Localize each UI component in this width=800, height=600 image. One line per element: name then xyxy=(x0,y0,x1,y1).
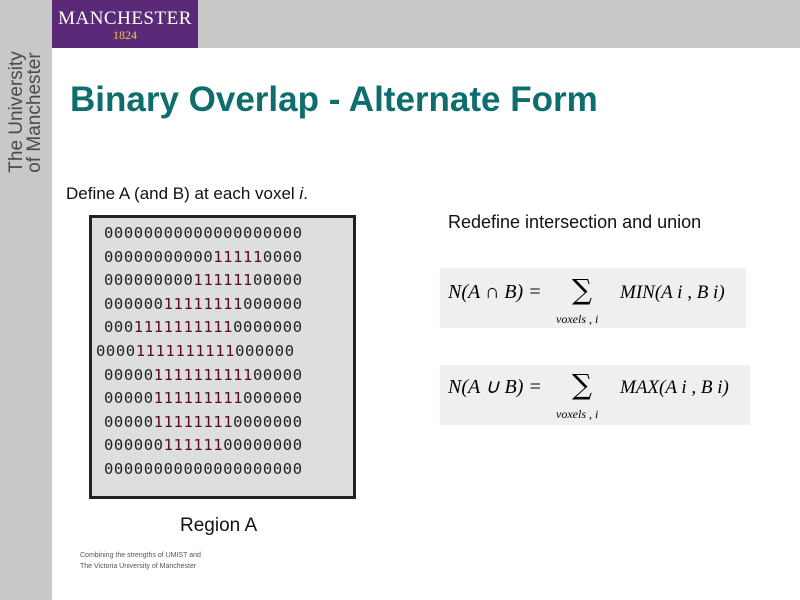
formula-intersection xyxy=(440,268,746,328)
formula-union-sub: voxels , i xyxy=(556,407,599,421)
formula-intersection-sum: ∑ xyxy=(572,273,592,306)
voxel-ones: 11111111 xyxy=(163,294,244,313)
formula-union xyxy=(440,365,750,425)
logo-year: 1824 xyxy=(113,28,137,42)
grid-row: 00000000000000000000 xyxy=(104,460,303,478)
voxel-ones: 11111111 xyxy=(153,412,234,431)
formula-union-lhs: N(A ∪ B) = xyxy=(448,376,542,398)
grid-row: 00000011111100000000 xyxy=(104,436,303,455)
voxel-ones: 111111 xyxy=(193,271,253,290)
manchester-logo xyxy=(52,0,198,48)
grid-row: 00011111111110000000 xyxy=(104,318,303,337)
grid-row: 00000111111111100000 xyxy=(104,365,303,384)
grid-row: 00000000000111110000 xyxy=(104,247,303,266)
side-label-line2: of Manchester xyxy=(24,52,45,173)
formula-intersection-sub: voxels , i xyxy=(556,312,599,326)
voxel-ones: 111111111 xyxy=(153,389,244,408)
define-suffix: . xyxy=(303,184,308,203)
voxel-ones: 11111 xyxy=(213,247,263,266)
grid-row: 00000111111110000000 xyxy=(104,412,303,431)
grid-row: 00000011111111000000 xyxy=(104,294,303,313)
voxel-ones: 1111111111 xyxy=(133,318,234,337)
voxel-grid xyxy=(89,215,356,499)
formula-union-svg xyxy=(440,365,750,425)
footer-line1: Combining the strengths of UMIST and xyxy=(80,552,201,559)
voxel-ones: 1111111111 xyxy=(135,342,236,360)
grid-row: 00000111111111000000 xyxy=(104,389,303,408)
logo-name: MANCHESTER xyxy=(58,8,192,29)
grid-row: 00001111111111000000 xyxy=(96,342,295,360)
grid-row: 00000000000000000000 xyxy=(104,224,303,242)
voxel-ones: 111111 xyxy=(163,436,224,455)
grid-row: 00000000011111100000 xyxy=(104,271,303,290)
formula-intersection-rhs: MIN(A i , B i) xyxy=(620,282,725,303)
define-prefix: Define A (and B) at each voxel xyxy=(66,184,300,203)
university-side-label xyxy=(8,51,44,172)
voxel-ones: 1111111111 xyxy=(153,365,253,384)
formula-union-rhs: MAX(A i , B i) xyxy=(620,377,729,398)
redefine-label: Redefine intersection and union xyxy=(448,212,702,232)
formula-union-sum: ∑ xyxy=(572,368,592,401)
formula-intersection-svg xyxy=(440,268,746,328)
footer xyxy=(80,550,280,572)
formula-intersection-lhs: N(A ∩ B) = xyxy=(448,281,542,303)
slide-title: Binary Overlap - Alternate Form xyxy=(70,80,598,119)
define-var: i xyxy=(299,184,304,203)
footer-line2: The Victoria University of Manchester xyxy=(80,563,197,570)
region-label: Region A xyxy=(180,515,258,536)
side-label-line1: The University xyxy=(6,51,27,173)
define-text xyxy=(66,184,308,204)
